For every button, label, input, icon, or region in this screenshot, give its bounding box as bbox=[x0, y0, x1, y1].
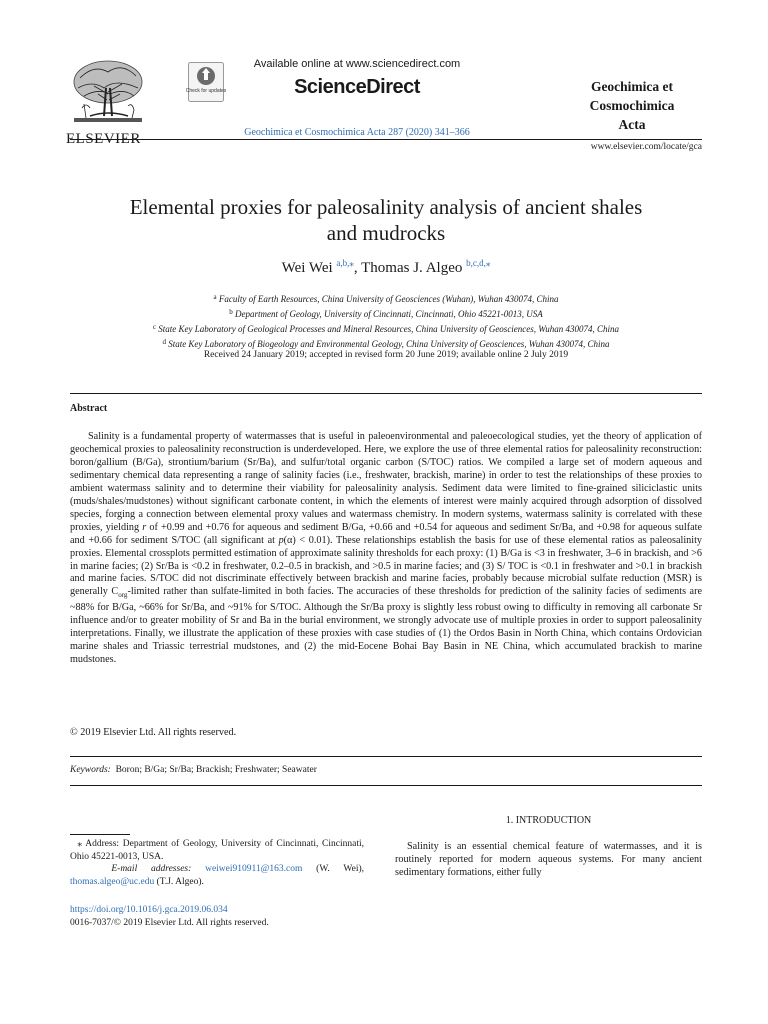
publisher-name: ELSEVIER bbox=[66, 131, 141, 147]
doi-link[interactable]: https://doi.org/10.1016/j.gca.2019.06.034 bbox=[70, 905, 228, 915]
footnote-divider bbox=[70, 834, 130, 835]
author-list bbox=[70, 258, 702, 277]
keywords-list: Boron; B/Ga; Sr/Ba; Brackish; Freshwater; Seawater bbox=[115, 765, 317, 775]
author-name[interactable]: Thomas J. Algeo bbox=[361, 260, 463, 276]
publisher-logo bbox=[66, 58, 156, 148]
header-divider bbox=[70, 139, 702, 140]
received-dates: Received 24 January 2019; accepted in revised form 20 June 2019; available online 2 July 2019 bbox=[203, 350, 569, 360]
introduction-body: Salinity is an essential chemical feature of watermasses, and it is routinely reported for modern aqueous systems. For many ancient sedimentary formations, either fully bbox=[395, 841, 702, 878]
affiliation-item: $^c$ State Key Laboratory of Geological Processes and Mineral Resources, China University of Geosciences, Wuhan 430074, China bbox=[152, 323, 620, 334]
author-affiliation-marks[interactable]: b,c,d,⁎ bbox=[466, 258, 491, 268]
keywords-bottom-divider bbox=[70, 785, 702, 786]
abstract-top-divider bbox=[70, 393, 702, 394]
article-title: Elemental proxies for paleosalinity analysis of ancient shales and mudrocks bbox=[129, 195, 643, 245]
journal-name: Geochimica et Cosmochimica Acta bbox=[589, 79, 675, 132]
issn-copyright: 0016-7037/© 2019 Elsevier Ltd. All rights reserved. bbox=[70, 918, 269, 928]
journal-url[interactable]: www.elsevier.com/locate/gca bbox=[590, 142, 702, 152]
corresponding-author-footnote: ⁎ Address: Department of Geology, University of Cincinnati, Cincinnati, Ohio 45221-0013, USA. E-mail addresses: weiwei910911@163.com (W. Wei), thomas.algeo@uc.edu (T.J. Algeo). bbox=[70, 839, 365, 887]
affiliation-list bbox=[70, 291, 702, 351]
keywords bbox=[70, 765, 317, 775]
author-separator: , bbox=[353, 260, 362, 276]
author-affiliation-marks[interactable]: a,b,⁎ bbox=[336, 258, 354, 268]
affiliation-item: $^a$ Faculty of Earth Resources, China University of Geosciences (Wuhan), Wuhan 430074, China bbox=[213, 293, 559, 304]
abstract-body: Salinity is a fundamental property of watermasses that is useful in paleoenvironmental and paleoecological studies, yet the theory of application of geochemical proxies to paleosalinity reconstruction is underdeveloped. Here, we explore the use of three elemental ratios for paleosalinity reconstruction: boron/gallium (B/Ga), strontium/barium (Sr/Ba), and sulfur/total organic carbon (S/TOC) ratios. We compiled a large set of modern aqueous and sedimentary chemical data representing a range of salinity facies (i.e., freshwater, brackish, marine) in order to test the relationships of these proxies to ambient watermass salinity and to determine their viability for paleosalinity analysis. Sediment data were limited to fine-grained siliciclastic units (muds/shales/mudstones) without significant carbonate content, in which the elements of interest were mainly acquired through adsorption of dissolved species, forging a connection between elemental proxy values and watermass chemistry. In modern systems, watermass salinity is correlated with these proxies, yielding r of +0.99 and +0.76 for aqueous and sediment B/Ga, +0.66 and +0.54 for aqueous and sediment Sr/Ba, and +0.98 for aqueous sulfate and +0.66 for sediment S/TOC (all significant at p(α) < 0.01). These relationships establish the basis for use of these elemental ratios as paleosalinity proxies. Elemental crossplots permitted estimation of approximate salinity thresholds for each proxy: (1) B/Ga is <3 in freshwater, 3–6 in brackish, and >6 in marine facies; (2) Sr/Ba is <0.2 in freshwater, 0.2–0.5 in brackish, and >0.5 in marine facies; and (3) S/ TOC is <0.1 in freshwater and >0.1 in brackish and marine facies. S/TOC did not discriminate effectively between brackish and marine facies, probably because microbial sulfate reduction (MSR) is generally $C_{org}$-limited rather than sulfate-limited in both facies. The accuracies of these thresholds for prediction of the salinity facies of sediments are ~88% for B/Ga, ~66% for Sr/Ba, and ~91% for S/TOC. Although the Sr/Ba proxy is slightly less robust owing to difficulty in removing all carbonate Sr influence and/or to greater mobility of Sr and Ba in the burial environment, we strongly advocate use of multiple proxies in order to support paleosalinity interpretations. Finally, we illustrate the application of these proxies with case studies of (1) the Ordos Basin in North China, which contains Ordovician marine shales and Triassic terrestrial mudstones, and (2) the mid-Eocene Bohai Bay Basin in NE China, which accumulated brackish to marine mudstones. bbox=[70, 431, 702, 666]
email-link-algeo[interactable]: thomas.algeo@uc.edu bbox=[70, 876, 155, 887]
keywords-label: Keywords: bbox=[70, 765, 111, 775]
email-link-wei[interactable]: weiwei910911@163.com bbox=[205, 864, 303, 875]
keywords-top-divider bbox=[70, 756, 702, 757]
header-center bbox=[232, 58, 482, 99]
author-name[interactable]: Wei Wei bbox=[281, 260, 333, 276]
check-updates-icon bbox=[185, 62, 227, 102]
available-online-text: Available online at www.sciencedirect.com bbox=[253, 58, 461, 70]
journal-reference[interactable]: Geochimica et Cosmochimica Acta 287 (2020) 341–366 bbox=[244, 127, 470, 138]
affiliation-item: $^b$ Department of Geology, University of Cincinnati, Cincinnati, Ohio 45221-0013, USA bbox=[229, 308, 543, 319]
correlation-symbol: r bbox=[142, 521, 147, 533]
introduction-heading: 1. INTRODUCTION bbox=[505, 815, 592, 826]
abstract-heading: Abstract bbox=[70, 403, 108, 414]
check-updates-label: Check for updates bbox=[185, 88, 227, 94]
platform-name[interactable]: ScienceDirect bbox=[294, 76, 420, 98]
elsevier-tree-icon bbox=[70, 58, 146, 124]
p-symbol: p bbox=[278, 534, 284, 546]
abstract-copyright: © 2019 Elsevier Ltd. All rights reserved. bbox=[70, 727, 237, 738]
check-for-updates-badge[interactable] bbox=[185, 62, 227, 102]
affiliation-item: $^d$ State Key Laboratory of Biogeology and Environmental Geology, China University of Geosciences, Wuhan 430074, China bbox=[162, 338, 610, 349]
